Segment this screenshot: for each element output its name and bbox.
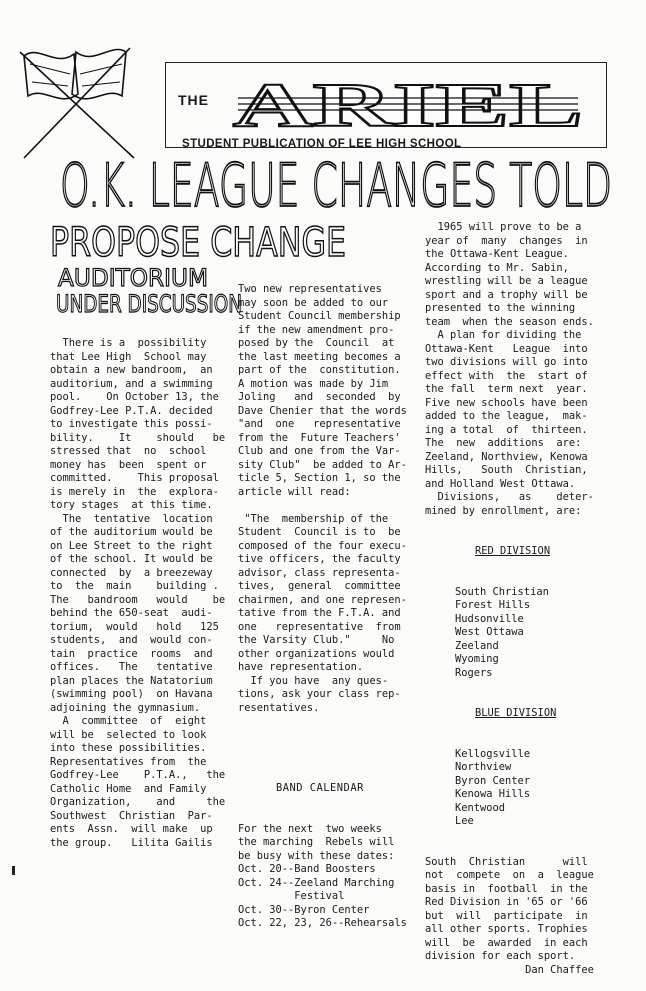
text-line: behind the 650-seat audi- — [50, 607, 213, 619]
text-line: A motion was made by Jim — [238, 377, 389, 390]
text-line: the last meeting becomes a — [238, 350, 401, 363]
text-line: two divisions will go into — [425, 356, 588, 368]
story2-headline — [54, 262, 244, 314]
red-division-team: West Ottawa — [455, 626, 524, 638]
calendar-line: Oct. 22, 23, 26--Rehearsals — [238, 917, 407, 929]
blue-division-team: Northview — [455, 761, 512, 773]
calendar-line: Festival — [238, 890, 345, 902]
calendar-title: BAND CALENDAR — [276, 782, 364, 794]
text-line: Catholic Home and Family — [50, 782, 207, 795]
text-line: tative from the F.T.A. and — [238, 607, 401, 619]
story1-body — [238, 256, 407, 944]
text-line: Red Division in '65 or '66 — [425, 896, 588, 908]
text-line: year of many changes in — [425, 234, 588, 247]
text-line: is merely in the explora- — [50, 485, 219, 498]
text-line: to investigate this possi- — [50, 418, 213, 430]
text-line: basis in football in the — [425, 882, 588, 895]
svg-text:O.K. LEAGUE CHANGES TOLD: O.K. LEAGUE CHANGES TOLD — [60, 151, 612, 214]
blue-division-list — [425, 748, 594, 829]
text-line: Godfrey-Lee P.T.A. decided — [50, 404, 213, 417]
text-line: There is a possibility — [50, 337, 207, 349]
blue-division-team: Byron Center — [455, 774, 531, 787]
text-line: students, and would con- — [50, 634, 213, 646]
text-line: Five new schools have been — [425, 396, 588, 409]
calendar-line: For the next two weeks — [238, 822, 382, 835]
text-line: from the Future Teachers' — [238, 431, 401, 444]
text-line: committed. This proposal — [50, 472, 219, 484]
red-division-title: RED DIVISION — [475, 545, 551, 557]
calendar-line: Oct. 24--Zeeland Marching — [238, 876, 395, 889]
red-division-list — [425, 586, 594, 681]
svg-text:UNDER DISCUSSION: UNDER DISCUSSION — [56, 290, 242, 314]
text-line: Club and one from the Var- — [238, 445, 401, 457]
text-line: the Ottawa-Kent League. — [425, 248, 569, 260]
text-line: composed of the four execu- — [238, 539, 407, 552]
text-line: sity Club" be added to Ar- — [238, 458, 407, 471]
text-line: 1965 will prove to be a — [425, 221, 582, 233]
red-division-team: Rogers — [455, 666, 493, 679]
text-line: all other sports. Trophies — [425, 923, 588, 935]
calendar-lines — [238, 823, 407, 931]
text-line: The bandroom would be — [50, 593, 226, 606]
text-line: advisor, class representa- — [238, 566, 401, 579]
story3-lines-bottom — [425, 856, 594, 978]
text-line: that Lee High School may — [50, 350, 207, 363]
masthead-title — [228, 72, 588, 136]
crossed-flags-icon — [18, 38, 136, 160]
text-line: Hills, South Christian, — [425, 464, 588, 476]
text-line: mined by enrollment, are: — [425, 504, 582, 517]
text-line: on Lee Street to the right — [50, 539, 213, 552]
calendar-line: Oct. 30--Byron Center — [238, 903, 370, 916]
text-line: A committee of eight — [50, 715, 207, 727]
text-line: Zeeland, Northview, Kenowa — [425, 450, 588, 463]
text-line: Joling and seconded by — [238, 391, 401, 403]
blue-division-team: Kellogsville — [455, 747, 531, 760]
text-line: the fall term next year. — [425, 383, 588, 395]
text-line: ing a total of thirteen. — [425, 423, 588, 436]
text-line: tions, ask your class rep- — [238, 688, 401, 700]
text-line: A plan for dividing the — [425, 329, 582, 341]
text-line: tive officers, the faculty — [238, 553, 401, 565]
svg-text:AUDITORIUM: AUDITORIUM — [58, 264, 208, 292]
text-line: wrestling will be a league — [425, 275, 588, 287]
story1-headline — [48, 214, 348, 262]
svg-text:ARIEL: ARIEL — [233, 72, 583, 136]
text-line: Two new representatives — [238, 283, 382, 295]
text-line: ticle 5, Section 1, so the — [238, 472, 401, 484]
text-line: Ottawa-Kent League into — [425, 342, 588, 355]
story3-body — [425, 194, 594, 991]
text-line: money has been spent or — [50, 458, 207, 471]
text-line: part of the constitution. — [238, 364, 401, 376]
text-line: the group. Lilita Gailis — [50, 836, 213, 849]
text-line: posed by the Council at — [238, 337, 395, 349]
calendar-line: Oct. 20--Band Boosters — [238, 863, 376, 875]
text-line: Student Council membership — [238, 310, 401, 322]
story2-lines — [50, 337, 225, 850]
text-line: article will read: — [238, 485, 351, 498]
text-line: division for each sport. — [425, 950, 576, 962]
red-division-team: South Christian — [455, 585, 549, 598]
text-line: The new additions are: — [425, 437, 582, 449]
red-division-team: Zeeland — [455, 639, 499, 652]
text-line: ents Assn. will make up — [50, 823, 213, 835]
text-line: resentatives. — [238, 701, 320, 714]
text-line: auditorium, and a swimming — [50, 377, 213, 390]
text-line: plan places the Natatorium — [50, 674, 213, 687]
text-line: one representative from — [238, 620, 401, 633]
text-line: may soon be added to our — [238, 296, 389, 309]
text-line: adjoining the gymnasium. — [50, 701, 201, 714]
text-line: bility. It should be — [50, 431, 226, 444]
text-line: obtain a new bandroom, an — [50, 364, 213, 376]
text-line: torium, would hold 125 — [50, 620, 219, 633]
text-line: tory stages at this time. — [50, 499, 213, 511]
text-line: will be awarded in each — [425, 936, 588, 949]
text-line: have representation. — [238, 661, 364, 673]
svg-text:PROPOSE CHANGE: PROPOSE CHANGE — [50, 220, 346, 262]
text-line: The tentative location — [50, 512, 213, 525]
text-line: Student Council is to be — [238, 526, 401, 538]
text-line: According to Mr. Sabin, — [425, 261, 569, 274]
masthead-the: THE — [178, 92, 209, 108]
blue-division-team: Lee — [455, 815, 474, 827]
blue-division-title: BLUE DIVISION — [475, 707, 557, 719]
text-line: Dan Chaffee — [425, 963, 594, 976]
red-division-team: Hudsonville — [455, 612, 524, 625]
text-line: offices. The tentative — [50, 661, 213, 673]
text-line: and Holland West Ottawa. — [425, 477, 576, 490]
masthead-subtitle: STUDENT PUBLICATION OF LEE HIGH SCHOOL — [182, 138, 462, 150]
text-line: pool. On October 13, the — [50, 391, 219, 403]
story3-lines-top — [425, 221, 594, 518]
text-line: Godfrey-Lee P.T.A., the — [50, 769, 226, 781]
text-line: the Varsity Club." No — [238, 634, 395, 646]
calendar-line: the marching Rebels will — [238, 836, 395, 848]
text-line: to the main building . — [50, 580, 219, 592]
text-line: into these possibilities. — [50, 742, 207, 754]
text-line: of the auditorium would be — [50, 526, 213, 538]
text-line: stressed that no school — [50, 445, 207, 457]
text-line: Southwest Christian Par- — [50, 809, 213, 822]
text-line: "The membership of the — [238, 512, 389, 525]
red-division-team: Wyoming — [455, 653, 499, 665]
text-line: added to the league, mak- — [425, 410, 588, 422]
text-line: other organizations would — [238, 647, 395, 660]
blue-division-team: Kenowa Hills — [455, 788, 531, 800]
red-division-team: Forest Hills — [455, 599, 531, 611]
text-line: tives, general committee — [238, 580, 401, 592]
text-line: Organization, and the — [50, 796, 226, 808]
text-line: tain practice rooms and — [50, 647, 213, 660]
text-line: if the new amendment pro- — [238, 323, 395, 336]
text-line: (swimming pool) on Havana — [50, 688, 213, 700]
text-line: Dave Chenier that the words — [238, 404, 407, 417]
text-line: presented to the winning — [425, 302, 576, 314]
text-line: Representatives from the — [50, 755, 207, 768]
calendar-line: be busy with these dates: — [238, 849, 395, 862]
text-line: not compete on a league — [425, 869, 594, 881]
text-line — [238, 499, 407, 513]
text-line: but will participate in — [425, 909, 588, 922]
text-line: chairmen, and one represen- — [238, 593, 407, 606]
text-line: "and one representative — [238, 418, 401, 430]
text-line: If you have any ques- — [238, 674, 389, 687]
text-line: Divisions, as deter- — [425, 491, 594, 503]
text-line: team when the season ends. — [425, 315, 594, 328]
text-line: connected by a breezeway — [50, 566, 213, 579]
story2-body — [50, 310, 225, 864]
story1-lines — [238, 283, 407, 715]
text-line: of the school. It would be — [50, 553, 213, 565]
blue-division-team: Kentwood — [455, 801, 506, 814]
text-line: effect with the start of — [425, 369, 588, 382]
scan-mark — [12, 866, 15, 875]
text-line: South Christian will — [425, 855, 588, 868]
text-line: sport and a trophy will be — [425, 288, 588, 301]
text-line: will be selected to look — [50, 728, 207, 741]
